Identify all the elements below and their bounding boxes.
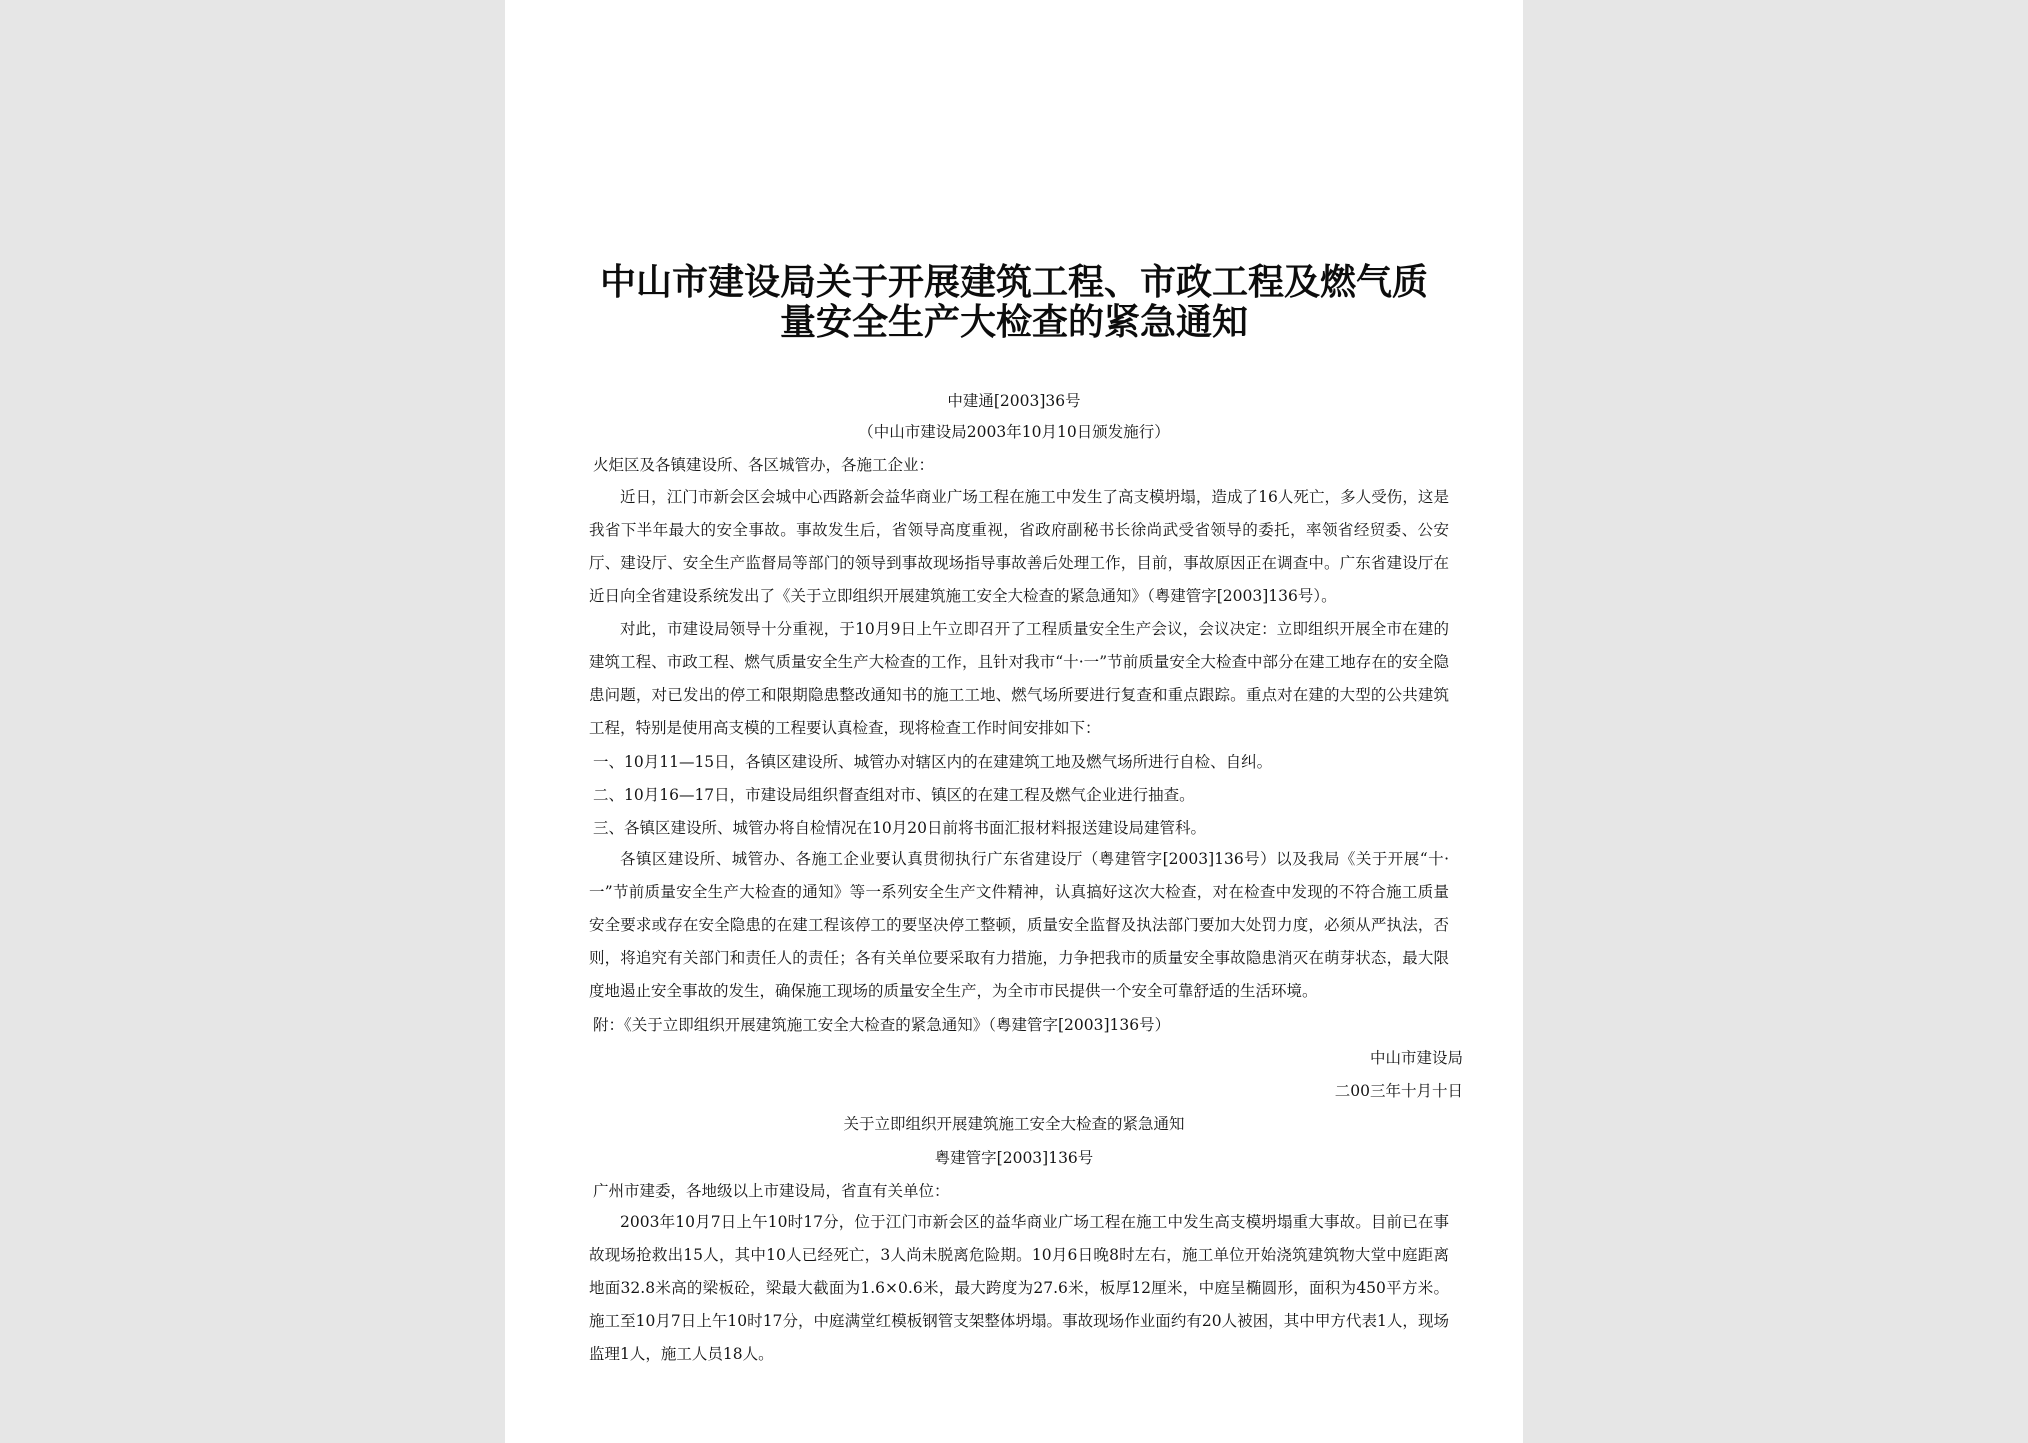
document-number: 中建通[2003]36号: [947, 392, 1081, 410]
addressee: 火炬区及各镇建设所、各区城管办，各施工企业：: [593, 456, 935, 474]
item-3: 三、各镇区建设所、城管办将自检情况在10月20日前将书面汇报材料报送建设局建管科。: [593, 819, 1206, 837]
attached-addressee: 广州市建委，各地级以上市建设局，省直有关单位：: [593, 1182, 950, 1200]
document-page: [505, 0, 1523, 1443]
paragraph-2: 对此，市建设局领导十分重视，于10月9日上午立即召开了工程质量安全生产会议，会议决定：立即组织开展全市在建的建筑工程、市政工程、燃气质量安全生产大检查的工作，且针对我市“十·一”节前质量安全大检查中部分在建工地存在的安全隐患问题，对已发出的停工和限期隐患整改通知书的施工工地、燃气场所要进行复查和重点跟踪。重点对在建的大型的公共建筑工程，特别是使用高支模的工程要认真检查，现将检查工作时间安排如下：: [589, 620, 1449, 737]
issue-note: （中山市建设局2003年10月10日颁发施行）: [858, 423, 1170, 441]
document-title: 中山市建设局关于开展建筑工程、市政工程及燃气质量安全生产大检查的紧急通知: [599, 261, 1428, 343]
attachment-line: 附：《关于立即组织开展建筑施工安全大检查的紧急通知》（粤建管字[2003]136号）: [593, 1016, 1171, 1034]
closing-paragraph: 各镇区建设所、城管办、各施工企业要认真贯彻执行广东省建设厅（粤建管字[2003]136号）以及我局《关于开展“十·一”节前质量安全生产大检查的通知》等一系列安全生产文件精神，认真搞好这次大检查，对在检查中发现的不符合施工质量安全要求或存在安全隐患的在建工程该停工的要坚决停工整顿，质量安全监督及执法部门要加大处罚力度，必须从严执法，否则，将追究有关部门和责任人的责任；各有关单位要采取有力措施，力争把我市的质量安全事故隐患消灭在萌芽状态，最大限度地遏止安全事故的发生，确保施工现场的质量安全生产，为全市市民提供一个安全可靠舒适的生活环境。: [589, 850, 1449, 1000]
item-2: 二、10月16—17日，市建设局组织督查组对市、镇区的在建工程及燃气企业进行抽查。: [593, 786, 1195, 804]
paragraph-1: 近日，江门市新会区会城中心西路新会益华商业广场工程在施工中发生了高支模坍塌，造成了16人死亡，多人受伤，这是我省下半年最大的安全事故。事故发生后，省领导高度重视，省政府副秘书长徐尚武受省领导的委托，率领省经贸委、公安厅、建设厅、安全生产监督局等部门的领导到事故现场指导事故善后处理工作，目前，事故原因正在调查中。广东省建设厅在近日向全省建设系统发出了《关于立即组织开展建筑施工安全大检查的紧急通知》（粤建管字[2003]136号）。: [589, 488, 1449, 605]
attached-number: 粤建管字[2003]136号: [934, 1149, 1094, 1167]
signature-org: 中山市建设局: [1369, 1049, 1463, 1067]
attached-paragraph: 2003年10月7日上午10时17分，位于江门市新会区的益华商业广场工程在施工中发生高支模坍塌重大事故。目前已在事故现场抢救出15人，其中10人已经死亡，3人尚未脱离危险期。10月6日晚8时左右，施工单位开始浇筑建筑物大堂中庭距离地面32.8米高的梁板砼，梁最大截面为1.6×0.6米，最大跨度为27.6米，板厚12厘米，中庭呈椭圆形，面积为450平方米。施工至10月7日上午10时17分，中庭满堂红模板钢管支架整体坍塌。事故现场作业面约有20人被困，其中甲方代表1人，现场监理1人，施工人员18人。: [589, 1213, 1449, 1363]
attached-title: 关于立即组织开展建筑施工安全大检查的紧急通知: [843, 1115, 1185, 1133]
item-1: 一、10月11—15日，各镇区建设所、城管办对辖区内的在建建筑工地及燃气场所进行自检、自纠。: [593, 753, 1273, 771]
signature-date: 二00三年十月十日: [1334, 1082, 1463, 1100]
